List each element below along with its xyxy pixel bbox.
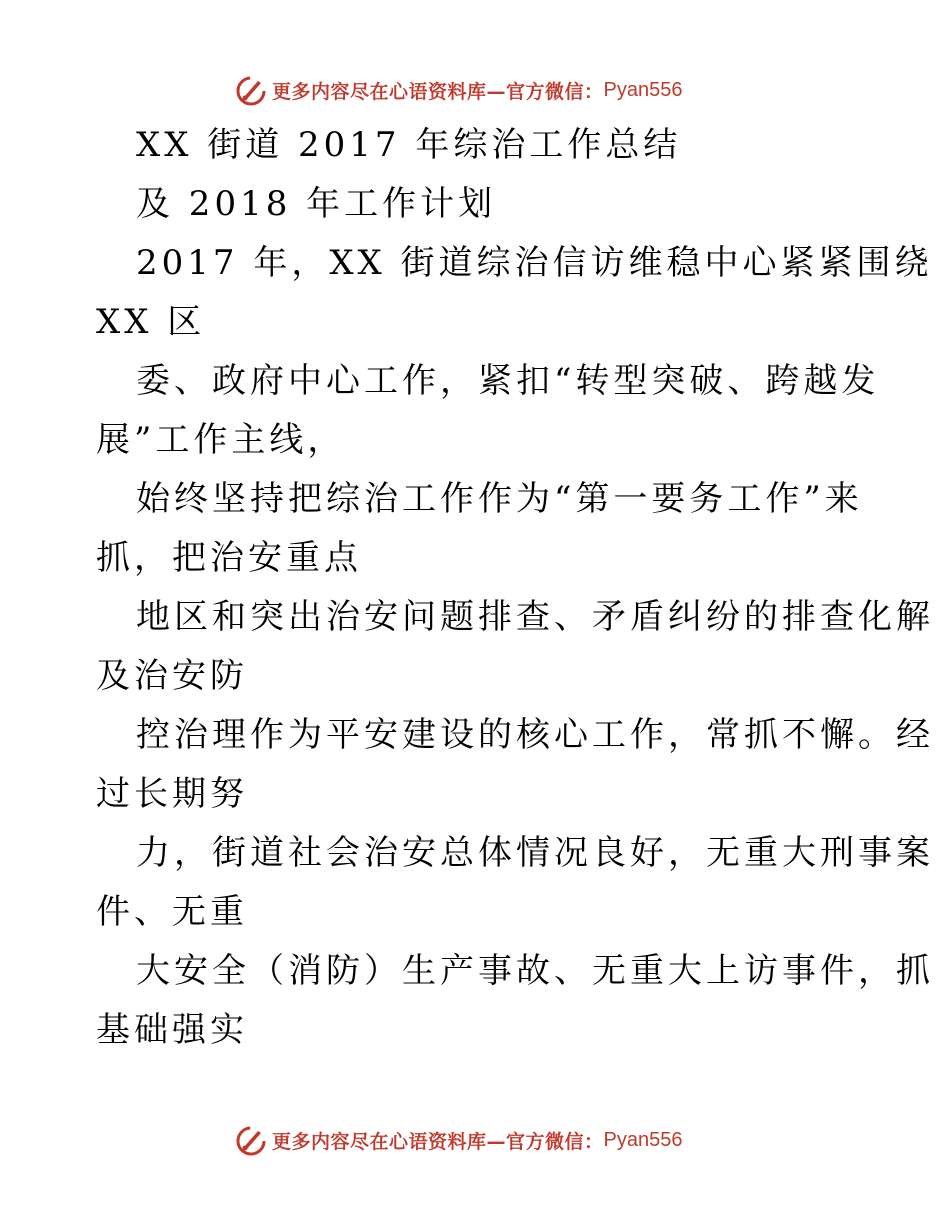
text-line: 力，街道社会治安总体情况良好，无重大刑事案 bbox=[136, 833, 934, 873]
brush-circle-logo-icon bbox=[234, 1123, 268, 1157]
text-line: 抓，把治安重点 bbox=[96, 538, 362, 578]
text-line: 件、无重 bbox=[96, 892, 248, 932]
text-line: 地区和突出治安问题排查、矛盾纠纷的排查化解 bbox=[136, 597, 934, 637]
text-line: 及治安防 bbox=[96, 656, 248, 696]
text-line: 及 2018 年工作计划 bbox=[136, 184, 497, 224]
watermark-header bbox=[234, 72, 682, 108]
text-line: XX 区 bbox=[96, 302, 206, 342]
text-line: 始终坚持把综治工作作为“第一要务工作”来 bbox=[136, 479, 863, 519]
text-line: 委、政府中心工作，紧扣“转型突破、跨越发 bbox=[136, 361, 880, 401]
text-line: 2017 年，XX 街道综治信访维稳中心紧紧围绕 bbox=[136, 243, 933, 283]
watermark-text: 更多内容尽在心语资料库—官方微信： bbox=[272, 1130, 604, 1153]
watermark-wechat-id: Pyan556 bbox=[603, 78, 683, 101]
text-line: 基础强实 bbox=[96, 1010, 248, 1050]
text-line: 过长期努 bbox=[96, 774, 248, 814]
text-line: XX 街道 2017 年综治工作总结 bbox=[136, 125, 682, 165]
document-body bbox=[96, 116, 934, 1060]
watermark-text: 更多内容尽在心语资料库—官方微信： bbox=[272, 80, 604, 103]
text-line: 控治理作为平安建设的核心工作，常抓不懈。经 bbox=[136, 715, 934, 755]
text-line: 大安全（消防）生产事故、无重大上访事件，抓 bbox=[136, 951, 934, 991]
watermark-footer bbox=[234, 1122, 682, 1158]
watermark-wechat-id: Pyan556 bbox=[603, 1128, 683, 1151]
text-line: 展”工作主线， bbox=[96, 420, 346, 460]
brush-circle-logo-icon bbox=[234, 73, 268, 107]
